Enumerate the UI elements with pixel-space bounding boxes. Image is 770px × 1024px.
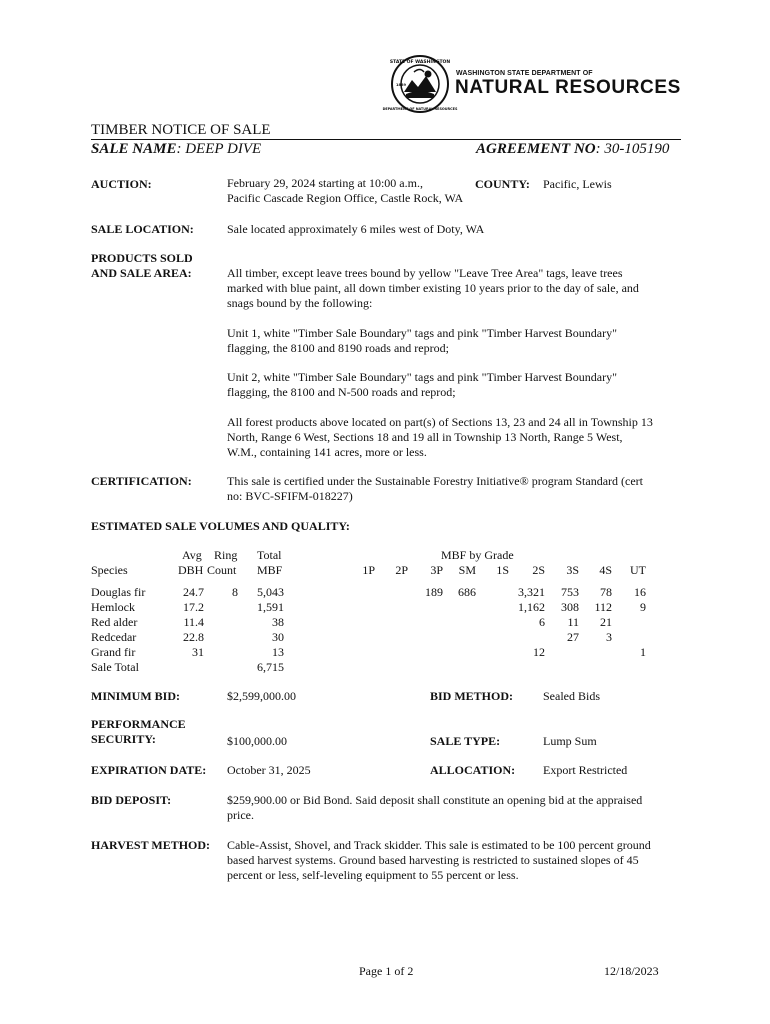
bid-deposit-line: $259,900.00 or Bid Bond. Said deposit shall constitute an opening bid at the appraised	[227, 793, 643, 807]
products-p4-line: North, Range 6 West, Sections 18 and 19 all in Township 13 North, Range 5 West,	[227, 430, 623, 444]
grade-cell-3s: 11	[567, 615, 579, 629]
grade-header-1s: 1S	[496, 563, 509, 577]
dbh-cell: 11.4	[183, 615, 204, 629]
grade-cell-ut: 9	[640, 600, 646, 614]
products-p4-line: All forest products above located on part(s) of Sections 13, 23 and 24 all in Township 13	[227, 415, 653, 429]
harvest-line: Cable-Assist, Shovel, and Track skidder. This sale is estimated to be 100 percent ground	[227, 838, 651, 852]
dbh-cell: 24.7	[183, 585, 204, 599]
products-para-3	[227, 370, 617, 400]
dbh-cell: 22.8	[183, 630, 204, 644]
volumes-heading: ESTIMATED SALE VOLUMES AND QUALITY:	[91, 519, 350, 533]
certification-value	[227, 474, 643, 504]
products-para-2	[227, 326, 617, 356]
harvest-label: HARVEST METHOD:	[91, 838, 211, 852]
total-mbf-cell: 6,715	[257, 660, 284, 674]
auction-label: AUCTION:	[91, 177, 152, 191]
total-mbf-cell: 13	[272, 645, 284, 659]
agreement-no	[476, 141, 669, 158]
products-p2-line: Unit 1, white "Timber Sale Boundary" tags and pink "Timber Harvest Boundary"	[227, 326, 618, 340]
expiration-label: EXPIRATION DATE:	[91, 763, 207, 777]
harvest-value	[227, 838, 651, 883]
certification-line: This sale is certified under the Sustainable Forestry Initiative® program Standard (cert	[227, 474, 643, 488]
grade-cell-3p: 189	[425, 585, 443, 599]
grade-cell-2s: 3,321	[518, 585, 545, 599]
species-cell: Hemlock	[91, 600, 135, 614]
grade-cell-ut: 16	[634, 585, 646, 599]
agency-small-title: WASHINGTON STATE DEPARTMENT OF	[456, 70, 593, 77]
agency-big-title: NATURAL RESOURCES	[455, 77, 681, 98]
agreement-label: AGREEMENT NO	[476, 141, 596, 157]
species-cell: Red alder	[91, 615, 138, 629]
auction-line1: February 29, 2024 starting at 10:00 a.m.,	[227, 176, 423, 190]
min-bid-value: $2,599,000.00	[227, 689, 296, 703]
notice-title: TIMBER NOTICE OF SALE	[91, 122, 271, 138]
auction-line2: Pacific Cascade Region Office, Castle Rock, WA	[227, 191, 464, 205]
grade-header-2p: 2P	[395, 563, 408, 577]
county-value: Pacific, Lewis	[543, 177, 612, 191]
sale-location-label: SALE LOCATION:	[91, 222, 194, 236]
grade-header-3p: 3P	[430, 563, 443, 577]
products-p2-line: flagging, the 8100 and 8190 roads and reprod;	[227, 341, 449, 355]
species-cell: Redcedar	[91, 630, 137, 644]
products-para-4	[227, 415, 653, 460]
products-p3-line: Unit 2, white "Timber Sale Boundary" tags and pink "Timber Harvest Boundary"	[227, 370, 618, 384]
seal-year: 1889	[396, 83, 407, 87]
grade-cell-2s: 6	[539, 615, 545, 629]
products-label-1: PRODUCTS SOLD	[91, 251, 193, 265]
products-p1-line: snags bound by the following:	[227, 296, 373, 310]
grade-cell-sm: 686	[458, 585, 476, 599]
products-label	[91, 251, 193, 281]
seal-top-text: STATE OF WASHINGTON	[389, 60, 451, 65]
products-p1-line: marked with blue paint, all down timber existing 10 years prior to the day of sale, and	[227, 281, 639, 295]
grade-header-2s: 2S	[532, 563, 545, 577]
hdr-count: Count	[207, 563, 237, 577]
grade-cell-3s: 308	[561, 600, 579, 614]
hdr-total: Total	[257, 548, 282, 562]
harvest-line: based harvest systems. Ground based harvesting is restricted to sustained slopes of 45	[227, 853, 639, 867]
grade-header-sm: SM	[458, 563, 476, 577]
hdr-ring: Ring	[214, 548, 238, 562]
grade-cell-4s: 78	[600, 585, 612, 599]
total-mbf-cell: 38	[272, 615, 284, 629]
grade-cell-4s: 3	[606, 630, 612, 644]
allocation-value: Export Restricted	[543, 763, 628, 777]
bid-deposit-value	[227, 793, 642, 823]
harvest-line: percent or less, self-leveling equipment to 55 percent or less.	[227, 868, 519, 882]
dnr-logo	[382, 54, 681, 114]
allocation-label: ALLOCATION:	[430, 763, 516, 777]
sale-type-label: SALE TYPE:	[430, 734, 501, 748]
agreement-value: : 30-105190	[595, 141, 670, 157]
title-rule	[91, 139, 681, 140]
species-cell: Douglas fir	[91, 585, 146, 599]
hdr-avg: Avg	[182, 548, 202, 562]
dnr-seal-icon	[382, 54, 458, 114]
grade-cell-4s: 112	[594, 600, 612, 614]
expiration-value: October 31, 2025	[227, 763, 311, 777]
products-para-1	[227, 266, 639, 311]
products-label-2: AND SALE AREA:	[91, 266, 192, 280]
min-bid-label: MINIMUM BID:	[91, 689, 180, 703]
sale-name	[91, 141, 261, 158]
ring-cell: 8	[232, 585, 238, 599]
footer-date: 12/18/2023	[604, 964, 659, 978]
sale-name-label: SALE NAME	[91, 141, 177, 157]
total-mbf-cell: 30	[272, 630, 284, 644]
performance-label	[91, 717, 186, 747]
certification-line: no: BVC-SFIFM-018227)	[227, 489, 353, 503]
products-p4-line: W.M., containing 141 acres, more or less.	[227, 445, 427, 459]
auction-value	[227, 176, 463, 206]
grade-header-3s: 3S	[566, 563, 579, 577]
total-mbf-cell: 5,043	[257, 585, 284, 599]
total-mbf-cell: 1,591	[257, 600, 284, 614]
hdr-mbf-grade: MBF by Grade	[441, 548, 514, 562]
page-number: Page 1 of 2	[359, 964, 414, 978]
sale-type-value: Lump Sum	[543, 734, 597, 748]
hdr-dbh: DBH	[178, 563, 204, 577]
performance-value: $100,000.00	[227, 734, 287, 748]
species-cell: Grand fir	[91, 645, 136, 659]
performance-label-1: PERFORMANCE	[91, 717, 186, 731]
bid-method-value: Sealed Bids	[543, 689, 600, 703]
grade-cell-3s: 753	[561, 585, 579, 599]
grade-cell-3s: 27	[567, 630, 579, 644]
grade-header-4s: 4S	[599, 563, 612, 577]
bid-method-label: BID METHOD:	[430, 689, 514, 703]
performance-label-2: SECURITY:	[91, 732, 156, 746]
products-p1-line: All timber, except leave trees bound by yellow "Leave Tree Area" tags, leave trees	[227, 266, 623, 280]
grade-cell-4s: 21	[600, 615, 612, 629]
sale-location-value: Sale located approximately 6 miles west of Doty, WA	[227, 222, 485, 236]
bid-deposit-line: price.	[227, 808, 254, 822]
products-p3-line: flagging, the 8100 and N-500 roads and reprod;	[227, 385, 456, 399]
species-cell: Sale Total	[91, 660, 139, 674]
bid-deposit-label: BID DEPOSIT:	[91, 793, 172, 807]
grade-cell-2s: 12	[533, 645, 545, 659]
grade-cell-ut: 1	[640, 645, 646, 659]
county-label: COUNTY:	[475, 177, 530, 191]
certification-label: CERTIFICATION:	[91, 474, 192, 488]
dbh-cell: 17.2	[183, 600, 204, 614]
dbh-cell: 31	[192, 645, 204, 659]
seal-bottom-text: DEPARTMENT OF NATURAL RESOURCES	[382, 107, 458, 111]
hdr-species: Species	[91, 563, 128, 577]
grade-cell-2s: 1,162	[518, 600, 545, 614]
sale-name-value: : DEEP DIVE	[176, 141, 262, 157]
hdr-mbf: MBF	[257, 563, 283, 577]
grade-header-1p: 1P	[362, 563, 375, 577]
grade-header-ut: UT	[630, 563, 646, 577]
